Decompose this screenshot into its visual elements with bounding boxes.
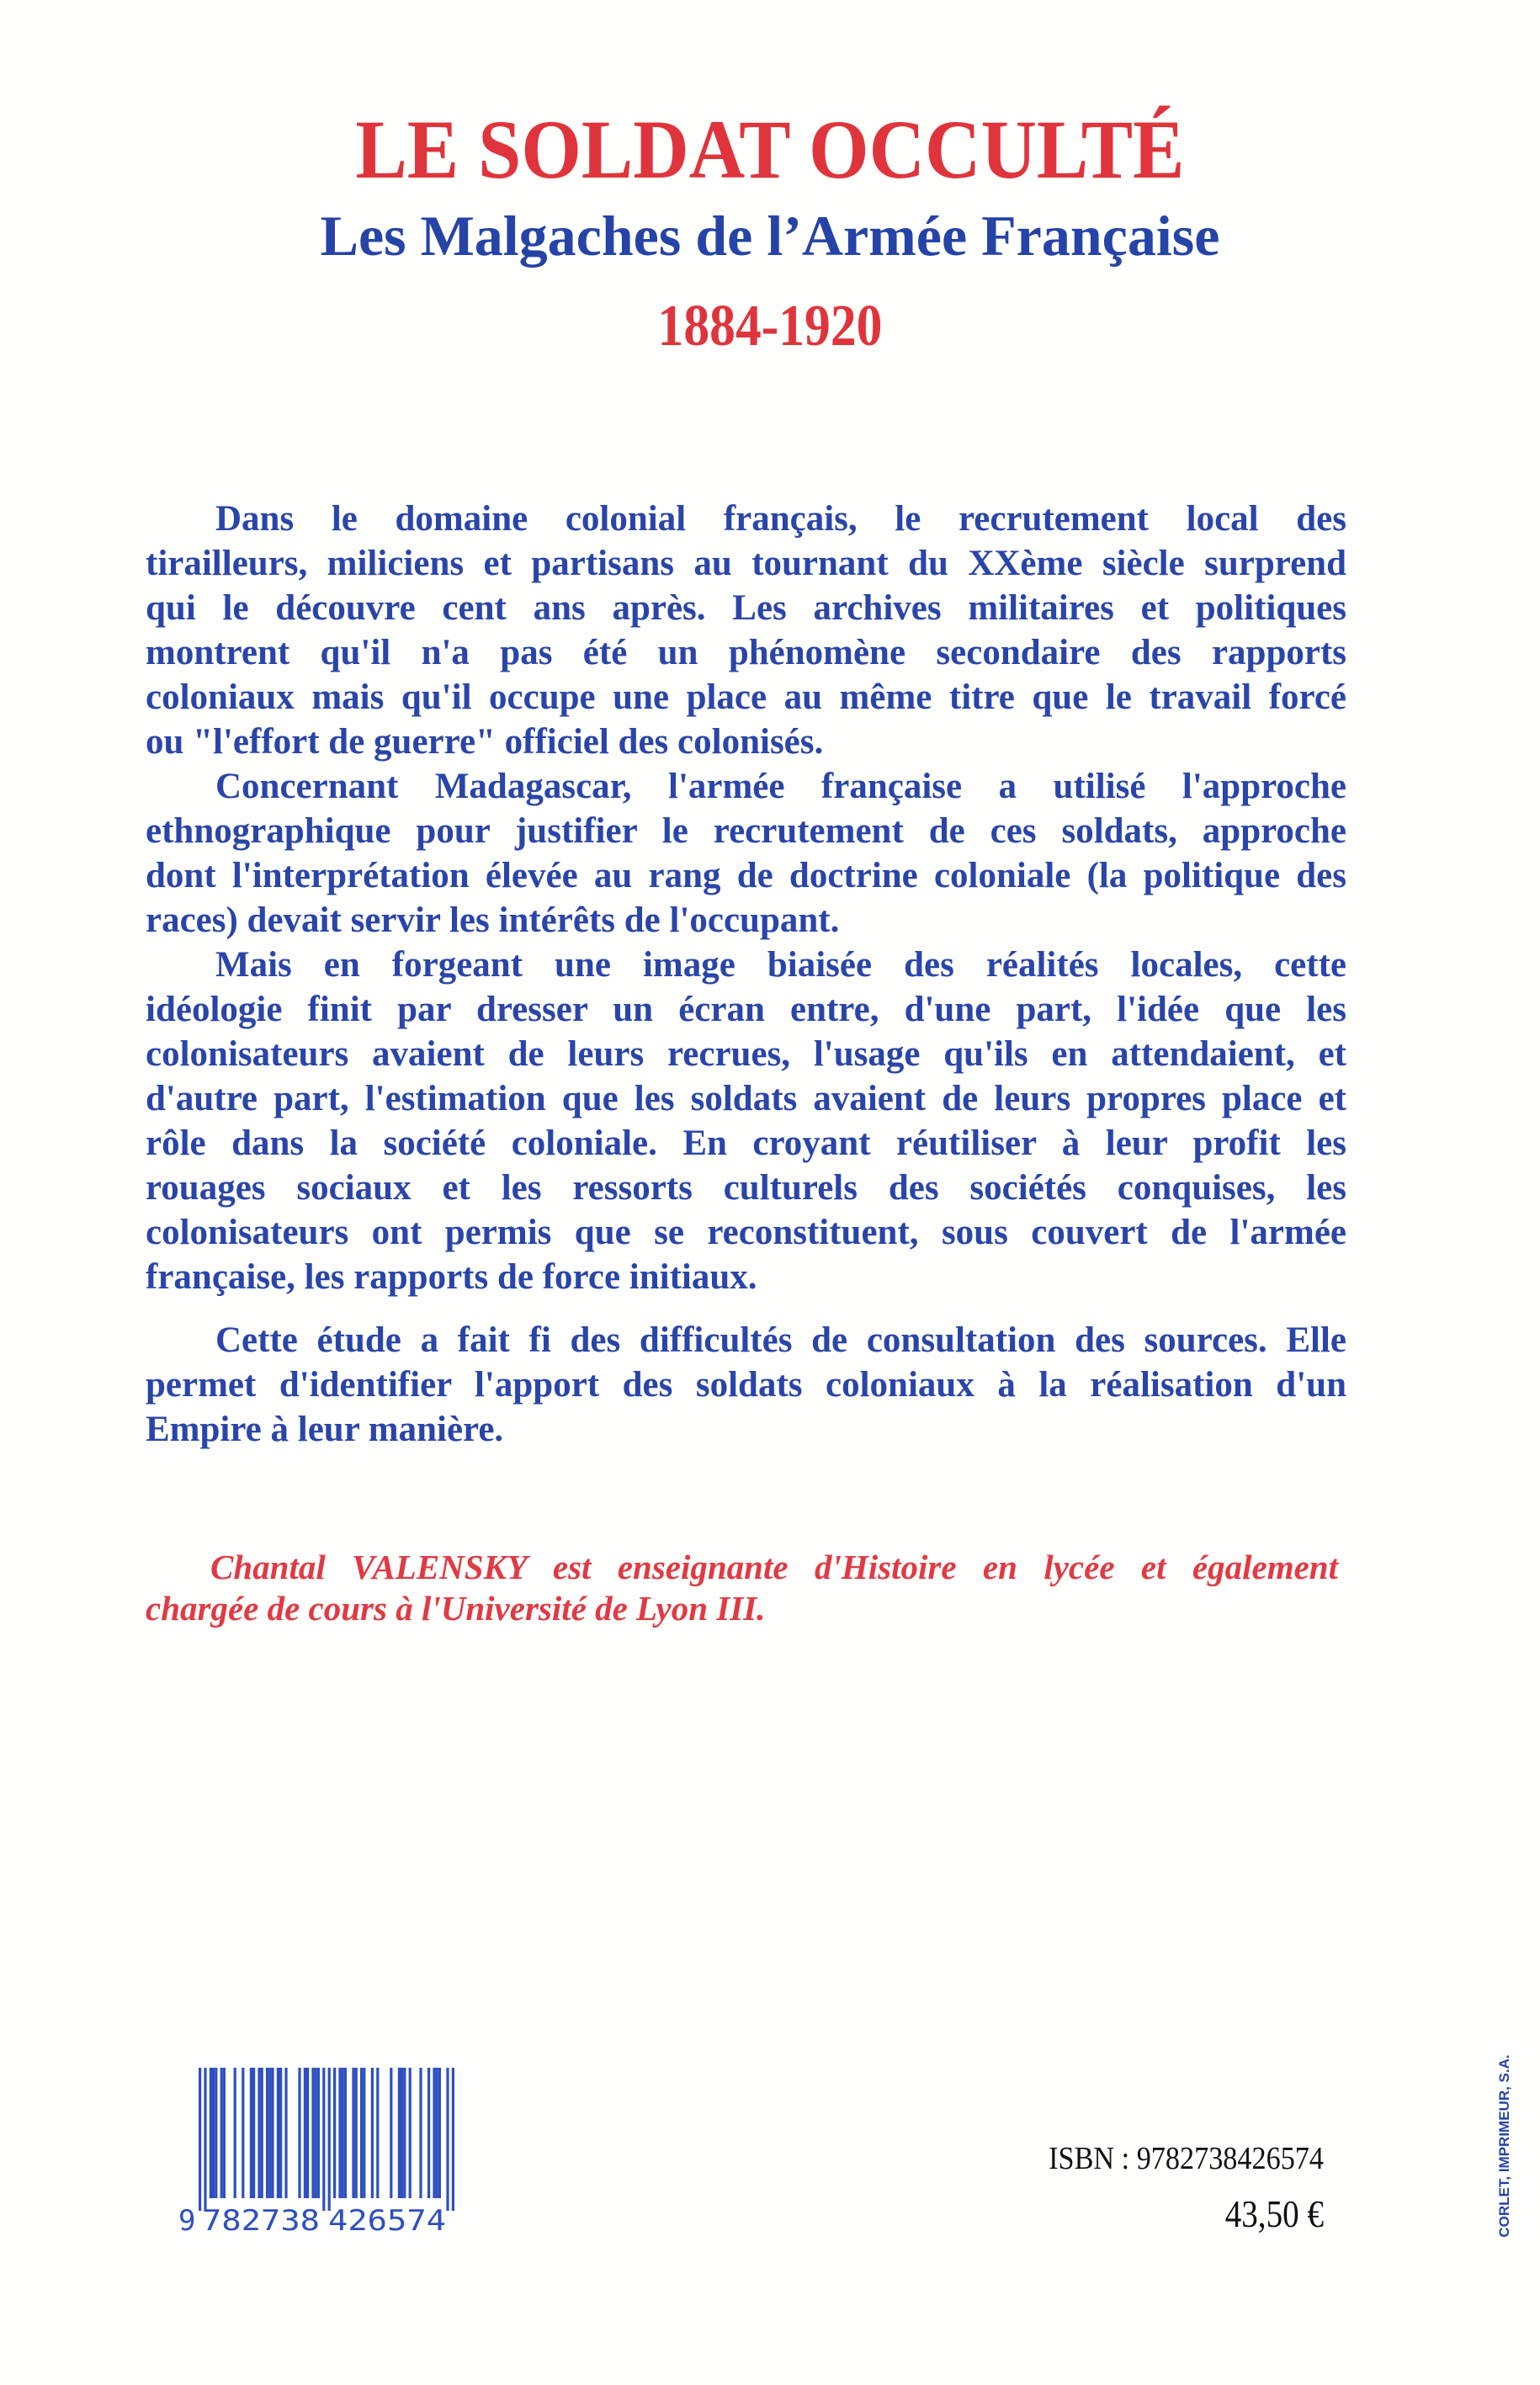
book-years: 1884-1920 bbox=[657, 294, 883, 359]
barcode-bar bbox=[328, 2068, 331, 2211]
barcode-bar bbox=[279, 2068, 282, 2198]
barcode-bar bbox=[210, 2068, 212, 2198]
barcode-left-digits: 782738 bbox=[202, 2204, 320, 2234]
blurb-line: races) devait servir les intérêts de l'occupant. bbox=[146, 900, 840, 940]
barcode-bar bbox=[204, 2068, 206, 2211]
blurb-line: coloniaux mais qu'il occupe une place au même titre que le travail forcé bbox=[146, 677, 1346, 717]
barcode-bar bbox=[452, 2068, 454, 2211]
barcode-bar bbox=[317, 2068, 320, 2198]
blurb-paragraph bbox=[146, 497, 1346, 764]
author-bio bbox=[146, 1547, 1338, 1629]
barcode-bar bbox=[352, 2068, 354, 2198]
blurb-line: dont l'interprétation élevée au rang de doctrine coloniale (la politique des bbox=[146, 856, 1346, 895]
blurb-line: idéologie finit par dresser un écran entre, d'une part, l'idée que les bbox=[146, 990, 1346, 1029]
barcode-bar bbox=[371, 2068, 374, 2198]
barcode-bar bbox=[436, 2068, 438, 2198]
barcode-bar bbox=[212, 2068, 215, 2198]
barcode-bar bbox=[315, 2068, 317, 2198]
barcode-bar bbox=[355, 2068, 358, 2198]
barcode-bar bbox=[333, 2068, 336, 2198]
barcode-bar bbox=[403, 2068, 406, 2198]
blurb-paragraph bbox=[146, 1318, 1346, 1452]
barcode-bar bbox=[298, 2068, 300, 2198]
barcode-bar bbox=[446, 2068, 449, 2211]
blurb-line: Mais en forgeant une image biaisée des réalités locales, cette bbox=[215, 945, 1346, 985]
blurb-line: Dans le domaine colonial français, le recrutement local des bbox=[215, 499, 1346, 539]
barcode-bar bbox=[419, 2068, 422, 2198]
barcode-bar bbox=[401, 2068, 403, 2198]
barcode-right-digits: 426574 bbox=[328, 2204, 446, 2234]
price: 43,50 € bbox=[1224, 2192, 1324, 2235]
barcode-bar bbox=[433, 2068, 435, 2198]
barcode-bar bbox=[304, 2068, 306, 2198]
blurb-line: ou "l'effort de guerre" officiel des colonisés. bbox=[146, 722, 824, 762]
barcode-bar bbox=[342, 2068, 344, 2198]
barcode-bar bbox=[284, 2068, 287, 2198]
barcode-bar bbox=[268, 2068, 271, 2198]
barcode-bar bbox=[438, 2068, 441, 2198]
barcode-bar bbox=[234, 2068, 236, 2198]
barcode-bar bbox=[252, 2068, 255, 2198]
barcode-bar bbox=[258, 2068, 260, 2198]
barcode-bar bbox=[271, 2068, 273, 2198]
barcode-bar bbox=[220, 2068, 223, 2198]
barcode-bar bbox=[360, 2068, 363, 2198]
book-subtitle: Les Malgaches de l’Armée Française bbox=[320, 204, 1220, 268]
blurb-line: montrent qu'il n'a pas été un phénomène secondaire des rapports bbox=[146, 633, 1346, 672]
barcode-bar bbox=[398, 2068, 401, 2198]
blurb-line: permet d'identifier l'apport des soldats coloniaux à la réalisation d'un bbox=[146, 1365, 1346, 1405]
barcode-bar bbox=[242, 2068, 244, 2198]
barcode-bar bbox=[409, 2068, 412, 2198]
barcode-bar bbox=[338, 2068, 341, 2198]
barcode-bar bbox=[376, 2068, 379, 2198]
blurb-line: ethnographique pour justifier le recrutement de ces soldats, approche bbox=[146, 811, 1346, 851]
blurb-line: colonisateurs ont permis que se reconstituent, sous couvert de l'armée bbox=[146, 1213, 1346, 1252]
barcode-bar bbox=[322, 2068, 325, 2211]
isbn: ISBN : 9782738426574 bbox=[1049, 2141, 1324, 2176]
barcode-bar bbox=[311, 2068, 314, 2198]
barcode-first-digit: 9 bbox=[178, 2204, 196, 2234]
blurb-paragraph bbox=[146, 943, 1346, 1299]
barcode-bar bbox=[277, 2068, 279, 2198]
blurb-line: rôle dans la société coloniale. En croyant réutiliser à leur profit les bbox=[146, 1123, 1346, 1163]
barcode-bar bbox=[363, 2068, 365, 2198]
blurb-line: Concernant Madagascar, l'armée française a utilisé l'approche bbox=[215, 767, 1346, 806]
blurb-line: rouages sociaux et les ressorts culturels des sociétés conquises, les bbox=[146, 1168, 1346, 1208]
barcode-bar bbox=[427, 2068, 430, 2198]
blurb-line: d'autre part, l'estimation que les soldats avaient de leurs propres place et bbox=[146, 1079, 1346, 1118]
barcode-bar bbox=[344, 2068, 347, 2198]
blurb-line: colonisateurs avaient de leurs recrues, l'usage qu'ils en attendaient, et bbox=[146, 1034, 1346, 1074]
barcode-bar bbox=[250, 2068, 252, 2198]
blurb-line: Empire à leur manière. bbox=[146, 1410, 504, 1449]
blurb bbox=[146, 497, 1346, 1452]
barcode-bar bbox=[261, 2068, 263, 2198]
author-bio-line: Chantal VALENSKY est enseignante d'Histoire en lycée et également bbox=[210, 1548, 1338, 1586]
barcode-bar bbox=[306, 2068, 309, 2198]
blurb-paragraph bbox=[146, 764, 1346, 943]
author-bio-line: chargée de cours à l'Université de Lyon III. bbox=[146, 1589, 766, 1628]
blurb-line: Cette étude a fait fi des difficultés de consultation des sources. Elle bbox=[215, 1320, 1346, 1360]
blurb-line: qui le découvre cent ans après. Les archives militaires et politiques bbox=[146, 588, 1346, 628]
barcode-bar bbox=[266, 2068, 268, 2198]
blurb-line: française, les rapports de force initiaux. bbox=[146, 1257, 757, 1297]
barcode-bar bbox=[390, 2068, 392, 2198]
book-title: LE SOLDAT OCCULTÉ bbox=[355, 103, 1185, 196]
barcode-bar bbox=[199, 2068, 201, 2211]
barcode-bar bbox=[215, 2068, 217, 2198]
barcode-bar bbox=[223, 2068, 226, 2198]
barcode bbox=[178, 2066, 460, 2234]
blurb-line: tirailleurs, miliciens et partisans au tournant du XXème siècle surprend bbox=[146, 544, 1346, 583]
printer-credit: CORLET, IMPRIMEUR, S.A. bbox=[1496, 2054, 1512, 2238]
